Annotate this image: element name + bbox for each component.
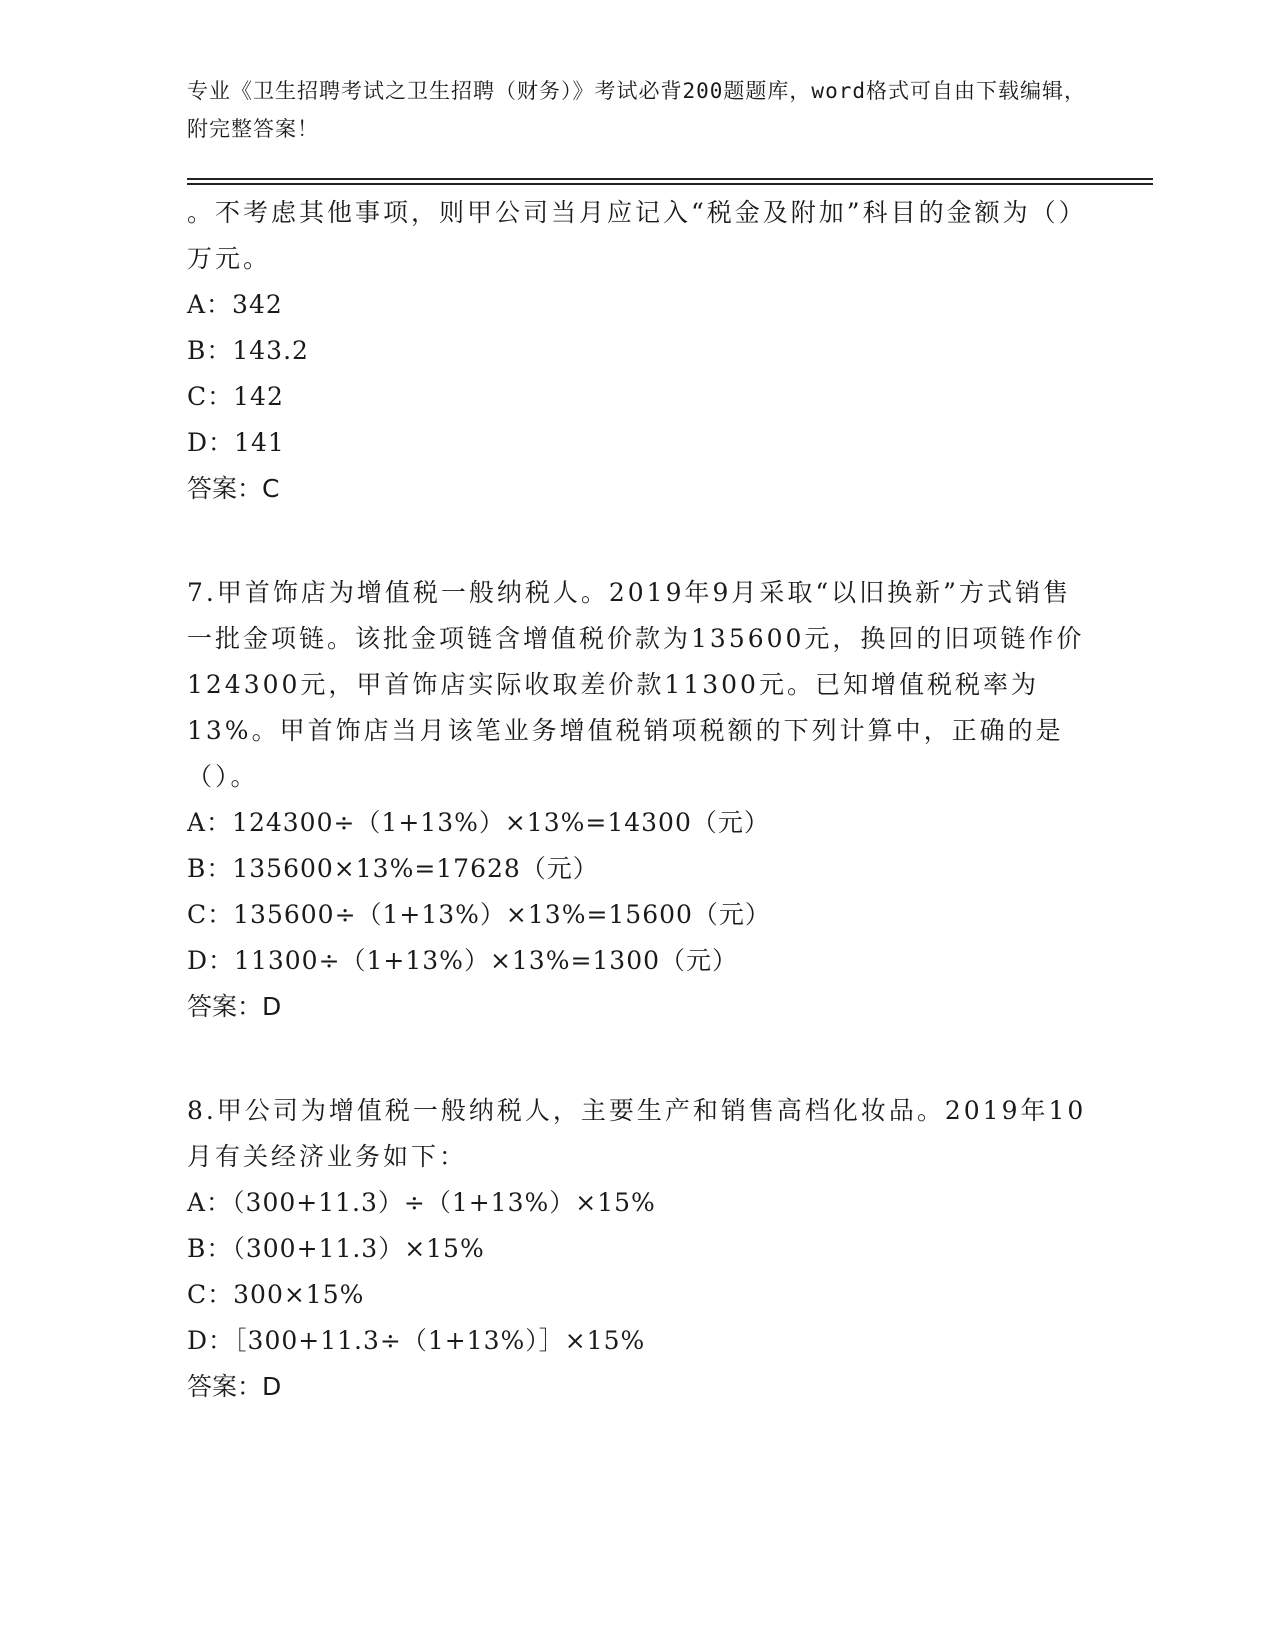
question-stem: 。不考虑其他事项，则甲公司当月应记入“税金及附加”科目的金额为（）万元。 <box>187 198 1087 273</box>
option-b: B：（300+11.3）×15% <box>187 1234 485 1263</box>
question-stem: 8.甲公司为增值税一般纳税人，主要生产和销售高档化妆品。2019年10月有关经济业务如下： <box>187 1096 1087 1171</box>
question-block <box>187 570 1087 1030</box>
question-block <box>187 1088 1087 1410</box>
option-d: D：11300÷（1+13%）×13%=1300（元） <box>187 946 739 975</box>
question-block <box>187 190 1087 512</box>
option-a: A：342 <box>187 290 283 319</box>
option-c: C：300×15% <box>187 1280 365 1309</box>
answer-line: 答案：D <box>187 992 282 1021</box>
option-b: B：135600×13%=17628（元） <box>187 854 599 883</box>
option-d: D：［300+11.3÷（1+13%）］×15% <box>187 1326 646 1355</box>
header-rule-top <box>187 178 1153 180</box>
option-d: D：141 <box>187 428 285 457</box>
answer-line: 答案：C <box>187 474 280 503</box>
option-b: B：143.2 <box>187 336 309 365</box>
question-stem: 7.甲首饰店为增值税一般纳税人。2019年9月采取“以旧换新”方式销售一批金项链。该批金项链含增值税价款为135600元，换回的旧项链作价124300元，甲首饰店实际收取差价款11300元。已知增值税税率为13%。甲首饰店当月该笔业务增值税销项税额的下列计算中，正确的是（）。 <box>187 578 1085 791</box>
question-list <box>187 190 1087 1410</box>
option-a: A：124300÷（1+13%）×13%=14300（元） <box>187 808 770 837</box>
option-c: C：142 <box>187 382 284 411</box>
question-spacer <box>187 512 1087 570</box>
header-rule-bottom <box>187 183 1153 185</box>
answer-line: 答案：D <box>187 1372 282 1401</box>
option-a: A：（300+11.3）÷（1+13%）×15% <box>187 1188 656 1217</box>
document-header: 专业《卫生招聘考试之卫生招聘（财务）》考试必背200题题库，word格式可自由下载编辑，附完整答案！ <box>187 79 1086 141</box>
option-c: C：135600÷（1+13%）×13%=15600（元） <box>187 900 771 929</box>
question-spacer <box>187 1030 1087 1088</box>
